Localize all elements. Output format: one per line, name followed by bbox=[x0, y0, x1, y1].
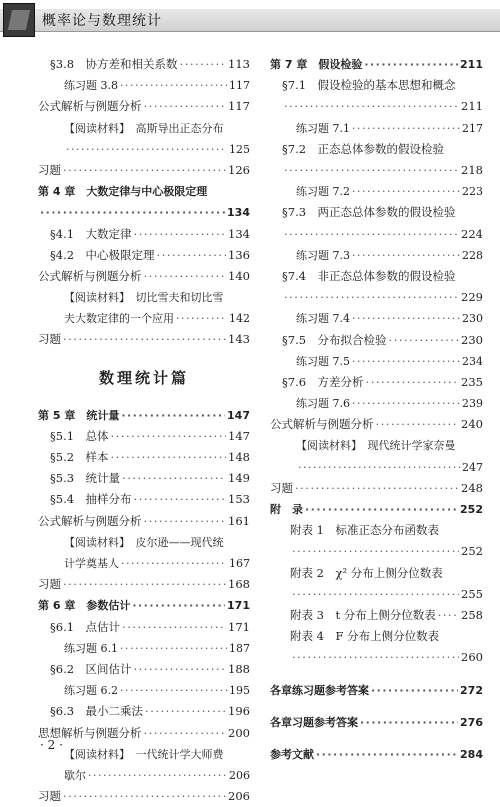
toc-entry-title: 练习题 7.3 bbox=[296, 248, 350, 262]
toc-entry-page: 140 bbox=[228, 268, 250, 283]
toc-entry-title-continued: 计学奠基人 bbox=[64, 557, 119, 570]
toc-entry-row bbox=[38, 723, 250, 744]
dot-leader bbox=[292, 584, 459, 605]
toc-entry-page: 195 bbox=[229, 684, 250, 698]
toc-entry-row bbox=[270, 54, 483, 75]
dot-leader bbox=[111, 447, 227, 468]
toc-entry-chapter[interactable] bbox=[270, 499, 483, 520]
toc-entry-page: 211 bbox=[461, 99, 483, 114]
toc-entry-page: 240 bbox=[461, 417, 483, 432]
toc-entry-title: 公式解析与例题分析 bbox=[38, 513, 142, 528]
toc-entry-title: 练习题 7.5 bbox=[296, 354, 350, 368]
toc-entry-page: 134 bbox=[227, 206, 250, 220]
toc-entry-page: 247 bbox=[462, 460, 483, 474]
dot-leader bbox=[144, 511, 227, 532]
toc-entry-leader-row bbox=[38, 202, 250, 223]
toc-entry-title: §7.6 方差分析 bbox=[282, 374, 364, 389]
toc-entry-section[interactable] bbox=[38, 617, 250, 638]
dot-leader bbox=[111, 426, 227, 447]
toc-entry-page: 117 bbox=[228, 99, 250, 114]
toc-entry-title: 习题 bbox=[38, 332, 61, 347]
dot-leader bbox=[176, 308, 227, 329]
toc-entry-item[interactable] bbox=[38, 329, 250, 350]
toc-entry-leader-row bbox=[282, 287, 483, 308]
toc-entry-page: 200 bbox=[228, 725, 250, 740]
toc-entry-bold[interactable] bbox=[270, 744, 483, 765]
toc-entry-row bbox=[270, 478, 483, 499]
dot-leader bbox=[144, 266, 227, 287]
running-header bbox=[0, 0, 500, 38]
dot-leader bbox=[364, 54, 458, 75]
toc-entry-section[interactable] bbox=[270, 330, 483, 351]
toc-entry-reading[interactable] bbox=[270, 435, 483, 477]
toc-entry-page: 148 bbox=[228, 450, 250, 465]
toc-entry-item[interactable] bbox=[38, 96, 250, 117]
dot-leader bbox=[120, 638, 227, 659]
dot-leader bbox=[360, 712, 458, 733]
toc-entry-title: 【阅读材料】 现代统计学家奈曼 bbox=[296, 439, 456, 453]
toc-entry-reading[interactable] bbox=[38, 118, 250, 160]
toc-entry-row bbox=[296, 308, 483, 329]
toc-entry-section[interactable] bbox=[270, 202, 483, 244]
toc-entry-row bbox=[50, 426, 250, 447]
toc-entry-page: 258 bbox=[461, 607, 483, 622]
toc-entry-page: 142 bbox=[229, 312, 250, 326]
toc-entry-section[interactable] bbox=[38, 489, 250, 510]
dot-leader bbox=[284, 96, 459, 117]
toc-entry-page: 134 bbox=[228, 226, 250, 241]
toc-entry-chapter[interactable] bbox=[270, 54, 483, 75]
toc-entry-section[interactable] bbox=[270, 372, 483, 393]
dot-leader bbox=[371, 680, 458, 701]
toc-entry-row bbox=[290, 605, 483, 626]
toc-entry-title: §5.1 总体 bbox=[50, 428, 109, 443]
toc-entry-row bbox=[38, 96, 250, 117]
toc-entry-row bbox=[282, 372, 483, 393]
toc-entry-title: 【阅读材料】 一代统计学大师费 bbox=[64, 747, 224, 761]
dot-leader bbox=[305, 499, 458, 520]
toc-entry-page: 206 bbox=[229, 768, 250, 782]
toc-entry-row bbox=[50, 224, 250, 245]
toc-entry-appendix[interactable] bbox=[270, 563, 483, 605]
toc-entry-title: 练习题 7.1 bbox=[296, 121, 350, 135]
toc-entry-row bbox=[38, 786, 250, 807]
toc-entry-row bbox=[38, 511, 250, 532]
toc-entry-title: 第 6 章 参数估计 bbox=[38, 599, 131, 613]
toc-entry-title: §4.2 中心极限定理 bbox=[50, 247, 155, 262]
dot-leader bbox=[122, 617, 226, 638]
toc-entry-row bbox=[270, 414, 483, 435]
dot-leader bbox=[284, 287, 459, 308]
toc-entry-row bbox=[50, 617, 250, 638]
toc-entry-leader-row bbox=[64, 139, 250, 160]
toc-entry-chapter[interactable] bbox=[38, 181, 250, 223]
toc-entry-page: 171 bbox=[227, 599, 250, 613]
toc-entry-leader-row bbox=[290, 541, 483, 562]
toc-entry-title: §7.5 分布拟合检验 bbox=[282, 332, 387, 347]
toc-entry-page: 149 bbox=[228, 471, 250, 486]
toc-entry-section[interactable] bbox=[270, 266, 483, 308]
toc-entry-exercise[interactable] bbox=[270, 118, 483, 139]
toc-entry-title: §6.2 区间估计 bbox=[50, 661, 132, 676]
toc-entry-page: 228 bbox=[462, 248, 483, 262]
dot-leader bbox=[352, 351, 460, 372]
toc-entry-exercise[interactable] bbox=[270, 308, 483, 329]
dot-leader bbox=[134, 489, 227, 510]
dot-leader bbox=[376, 414, 460, 435]
dot-leader bbox=[284, 224, 459, 245]
toc-entry-exercise[interactable] bbox=[270, 393, 483, 414]
toc-entry-page: 260 bbox=[461, 650, 483, 665]
toc-entry-title: 附 录 bbox=[270, 503, 303, 517]
toc-entry-page: 211 bbox=[460, 58, 483, 71]
toc-entry-page: 153 bbox=[228, 492, 250, 507]
toc-entry-page: 248 bbox=[461, 480, 483, 495]
toc-entry-bold[interactable] bbox=[270, 680, 483, 701]
toc-entry-title: 习题 bbox=[270, 480, 293, 495]
toc-entry-title: 各章练习题参考答案 bbox=[270, 683, 369, 697]
toc-entry-title: 练习题 3.8 bbox=[64, 79, 118, 93]
toc-entry-page: 276 bbox=[460, 715, 483, 729]
toc-entry-row bbox=[38, 266, 250, 287]
toc-entry-page: 167 bbox=[229, 557, 250, 570]
toc-entry-page: 218 bbox=[461, 162, 483, 177]
page-number: · 2 · bbox=[40, 738, 63, 752]
toc-entry-row bbox=[50, 468, 250, 489]
dot-leader bbox=[389, 330, 460, 351]
toc-entry-page: 252 bbox=[460, 503, 483, 517]
dot-leader bbox=[352, 181, 460, 202]
dot-leader bbox=[292, 647, 459, 668]
dot-leader bbox=[295, 478, 459, 499]
toc-entry-title: 第 7 章 假设检验 bbox=[270, 58, 363, 71]
toc-entry-title: §7.2 正态总体参数的假设检验 bbox=[282, 141, 445, 156]
toc-entry-title: §4.1 大数定律 bbox=[50, 226, 132, 241]
toc-entry-row bbox=[270, 744, 483, 765]
dot-leader bbox=[134, 659, 227, 680]
toc-entry-reading[interactable] bbox=[38, 744, 250, 786]
toc-entry-reading[interactable] bbox=[38, 287, 250, 329]
dot-leader bbox=[63, 329, 226, 350]
toc-entry-leader-row bbox=[290, 584, 483, 605]
toc-entry-exercise[interactable] bbox=[38, 75, 250, 96]
toc-entry-page: 239 bbox=[462, 397, 483, 411]
toc-entry-title: 附表 1 标准正态分布函数表 bbox=[290, 523, 439, 538]
dot-leader bbox=[144, 723, 227, 744]
toc-entry-title: 附表 4 F 分布上侧分位数表 bbox=[290, 629, 440, 644]
toc-entry-row bbox=[64, 680, 250, 701]
dot-leader bbox=[316, 744, 458, 765]
book-logo-icon bbox=[3, 3, 35, 37]
toc-entry-page: 234 bbox=[462, 354, 483, 368]
toc-entry-exercise[interactable] bbox=[270, 351, 483, 372]
dot-leader bbox=[284, 160, 459, 181]
toc-entry-row bbox=[38, 160, 250, 181]
dot-leader bbox=[366, 372, 460, 393]
toc-entry-row bbox=[50, 701, 250, 722]
toc-entry-leader-row bbox=[282, 96, 483, 117]
toc-entry-section[interactable] bbox=[38, 701, 250, 722]
toc-entry-page: 117 bbox=[229, 79, 250, 93]
toc-right-column bbox=[270, 54, 483, 765]
toc-entry-title: 各章习题参考答案 bbox=[270, 715, 358, 729]
toc-entry-row bbox=[64, 75, 250, 96]
toc-entry-appendix[interactable] bbox=[270, 605, 483, 626]
toc-entry-title: §7.1 假设检验的基本思想和概念 bbox=[282, 78, 456, 93]
toc-entry-section[interactable] bbox=[38, 426, 250, 447]
toc-entry-page: 188 bbox=[228, 661, 250, 676]
toc-entry-row bbox=[38, 405, 250, 426]
toc-entry-row bbox=[50, 659, 250, 680]
toc-entry-leader-row bbox=[290, 647, 483, 668]
toc-entry-title: 练习题 6.1 bbox=[64, 641, 118, 655]
dot-leader bbox=[121, 553, 227, 574]
toc-entry-section[interactable] bbox=[38, 224, 250, 245]
toc-entry-section[interactable] bbox=[38, 54, 250, 75]
toc-entry-section[interactable] bbox=[270, 75, 483, 117]
toc-entry-row bbox=[296, 393, 483, 414]
toc-entry-page: 187 bbox=[229, 641, 250, 655]
dot-leader bbox=[40, 202, 225, 223]
toc-entry-title: §5.3 统计量 bbox=[50, 471, 121, 486]
toc-entry-title: 【阅读材料】 切比雪夫和切比雪 bbox=[64, 291, 224, 305]
toc-entry-item[interactable] bbox=[38, 574, 250, 595]
toc-entry-page: 161 bbox=[228, 513, 250, 528]
toc-entry-page: 230 bbox=[461, 332, 483, 347]
dot-leader bbox=[145, 701, 226, 722]
toc-entry-chapter[interactable] bbox=[38, 405, 250, 426]
dot-leader bbox=[352, 118, 460, 139]
toc-entry-page: 113 bbox=[228, 57, 250, 71]
toc-entry-title: 练习题 7.2 bbox=[296, 185, 350, 199]
toc-entry-page: 206 bbox=[228, 789, 250, 804]
toc-entry-page: 284 bbox=[460, 747, 483, 761]
toc-entry-page: 126 bbox=[228, 162, 250, 177]
toc-entry-appendix[interactable] bbox=[270, 520, 483, 562]
toc-entry-page: 229 bbox=[461, 290, 483, 305]
toc-entry-exercise[interactable] bbox=[38, 638, 250, 659]
toc-entry-page: 196 bbox=[228, 704, 250, 719]
spacer bbox=[270, 701, 483, 712]
toc-entry-row bbox=[38, 595, 250, 616]
toc-entry-title: 练习题 7.4 bbox=[296, 312, 350, 326]
toc-entry-chapter[interactable] bbox=[38, 595, 250, 616]
toc-entry-row bbox=[38, 329, 250, 350]
toc-entry-leader-row bbox=[296, 457, 483, 478]
toc-entry-page: 224 bbox=[461, 226, 483, 241]
dot-leader bbox=[88, 765, 227, 786]
toc-entry-bold[interactable] bbox=[270, 712, 483, 733]
toc-entry-leader-row bbox=[64, 765, 250, 786]
toc-entry-row bbox=[50, 245, 250, 266]
dot-leader bbox=[120, 75, 227, 96]
toc-entry-page: 147 bbox=[227, 408, 250, 422]
toc-entry-title: 思想解析与例题分析 bbox=[38, 725, 142, 740]
toc-entry-appendix[interactable] bbox=[270, 626, 483, 668]
toc-entry-exercise[interactable] bbox=[270, 245, 483, 266]
toc-entry-title: 习题 bbox=[38, 577, 61, 592]
toc-entry-title: §3.8 协方差和相关系数 bbox=[50, 57, 178, 71]
toc-entry-item[interactable] bbox=[270, 414, 483, 435]
toc-entry-page: 235 bbox=[461, 374, 483, 389]
toc-entry-title: 公式解析与例题分析 bbox=[38, 268, 142, 283]
toc-entry-title: 附表 3 t 分布上侧分位数表 bbox=[290, 607, 436, 622]
dot-leader bbox=[134, 224, 227, 245]
dot-leader bbox=[132, 595, 225, 616]
toc-entry-leader-row bbox=[282, 224, 483, 245]
dot-leader bbox=[122, 468, 226, 489]
toc-entry-exercise[interactable] bbox=[270, 181, 483, 202]
toc-entry-page: 252 bbox=[461, 544, 483, 559]
dot-leader bbox=[180, 54, 227, 75]
toc-entry-page: 272 bbox=[460, 683, 483, 697]
toc-entry-reading[interactable] bbox=[38, 532, 250, 574]
toc-entry-page: 255 bbox=[461, 586, 483, 601]
toc-entry-row bbox=[64, 638, 250, 659]
toc-entry-title: §7.3 两正态总体参数的假设检验 bbox=[282, 205, 456, 220]
toc-entry-row bbox=[282, 330, 483, 351]
toc-entry-title: 习题 bbox=[38, 789, 61, 804]
toc-entry-section[interactable] bbox=[38, 245, 250, 266]
toc-entry-section[interactable] bbox=[270, 139, 483, 181]
dot-leader bbox=[144, 96, 227, 117]
toc-entry-title: 第 4 章 大数定律与中心极限定理 bbox=[38, 185, 208, 199]
toc-entry-item[interactable] bbox=[38, 786, 250, 807]
toc-entry-item[interactable] bbox=[38, 160, 250, 181]
toc-entry-item[interactable] bbox=[270, 478, 483, 499]
toc-entry-title: 公式解析与例题分析 bbox=[270, 417, 374, 432]
dot-leader bbox=[121, 405, 225, 426]
toc-entry-title: §6.3 最小二乘法 bbox=[50, 704, 144, 719]
toc-entry-page: 230 bbox=[462, 312, 483, 326]
spacer bbox=[270, 669, 483, 680]
toc-entry-leader-row bbox=[64, 308, 250, 329]
dot-leader bbox=[438, 605, 459, 626]
dot-leader bbox=[66, 139, 227, 160]
toc-entry-row bbox=[270, 499, 483, 520]
toc-entry-item[interactable] bbox=[38, 266, 250, 287]
toc-entry-row bbox=[296, 118, 483, 139]
toc-entry-page: 168 bbox=[228, 577, 250, 592]
toc-entry-row bbox=[296, 245, 483, 266]
toc-entry-exercise[interactable] bbox=[38, 680, 250, 701]
dot-leader bbox=[352, 245, 460, 266]
toc-entry-title: 参考文献 bbox=[270, 747, 314, 761]
toc-entry-row bbox=[270, 712, 483, 733]
spacer bbox=[270, 733, 483, 744]
toc-entry-row bbox=[270, 680, 483, 701]
toc-entry-title: 练习题 6.2 bbox=[64, 684, 118, 698]
toc-entry-row bbox=[296, 181, 483, 202]
toc-entry-title: 【阅读材料】 皮尔逊——现代统 bbox=[64, 535, 224, 549]
toc-entry-page: 171 bbox=[228, 619, 250, 634]
toc-entry-section[interactable] bbox=[38, 468, 250, 489]
toc-entry-page: 136 bbox=[228, 247, 250, 262]
toc-entry-page: 223 bbox=[462, 185, 483, 199]
toc-entry-title: 公式解析与例题分析 bbox=[38, 99, 142, 114]
toc-entry-page: 217 bbox=[462, 121, 483, 135]
dot-leader bbox=[120, 680, 227, 701]
toc-entry-title: 附表 2 χ² 分布上侧分位数表 bbox=[290, 565, 443, 580]
dot-leader bbox=[352, 308, 460, 329]
toc-entry-section[interactable] bbox=[38, 447, 250, 468]
toc-entry-title: 习题 bbox=[38, 162, 61, 177]
toc-entry-section[interactable] bbox=[38, 659, 250, 680]
toc-entry-row bbox=[38, 574, 250, 595]
toc-entry-title: 【阅读材料】 高斯导出正态分布 bbox=[64, 121, 224, 135]
toc-entry-page: 125 bbox=[229, 142, 250, 156]
book-title: 概率论与数理统计 bbox=[42, 13, 162, 29]
toc-entry-leader-row bbox=[282, 160, 483, 181]
part-title: 数理统计篇 bbox=[98, 368, 189, 387]
dot-leader bbox=[63, 786, 226, 807]
toc-entry-title: 练习题 7.6 bbox=[296, 397, 350, 411]
toc-left-column bbox=[38, 54, 250, 807]
toc-entry-item[interactable] bbox=[38, 723, 250, 744]
toc-entry-row bbox=[50, 54, 250, 75]
toc-entry-title: 第 5 章 统计量 bbox=[38, 408, 120, 422]
toc-entry-page: 147 bbox=[228, 428, 250, 443]
dot-leader bbox=[63, 574, 226, 595]
toc-entry-title: §5.4 抽样分布 bbox=[50, 492, 132, 507]
toc-entry-title: §5.2 样本 bbox=[50, 450, 109, 465]
dot-leader bbox=[292, 541, 459, 562]
toc-entry-title: §7.4 非正态总体参数的假设检验 bbox=[282, 268, 456, 283]
toc-entry-row bbox=[50, 447, 250, 468]
dot-leader bbox=[63, 160, 226, 181]
toc-entry-row bbox=[296, 351, 483, 372]
toc-entry-leader-row bbox=[64, 553, 250, 574]
dot-leader bbox=[157, 245, 227, 266]
toc-entry-page: 143 bbox=[228, 332, 250, 347]
toc-entry-row bbox=[50, 489, 250, 510]
dot-leader bbox=[352, 393, 460, 414]
toc-entry-title-continued: 歇尔 bbox=[64, 768, 86, 782]
dot-leader bbox=[298, 457, 460, 478]
toc-entry-item[interactable] bbox=[38, 511, 250, 532]
toc-entry-title-continued: 夫大数定律的一个应用 bbox=[64, 312, 174, 326]
toc-entry-title: §6.1 点估计 bbox=[50, 619, 121, 634]
